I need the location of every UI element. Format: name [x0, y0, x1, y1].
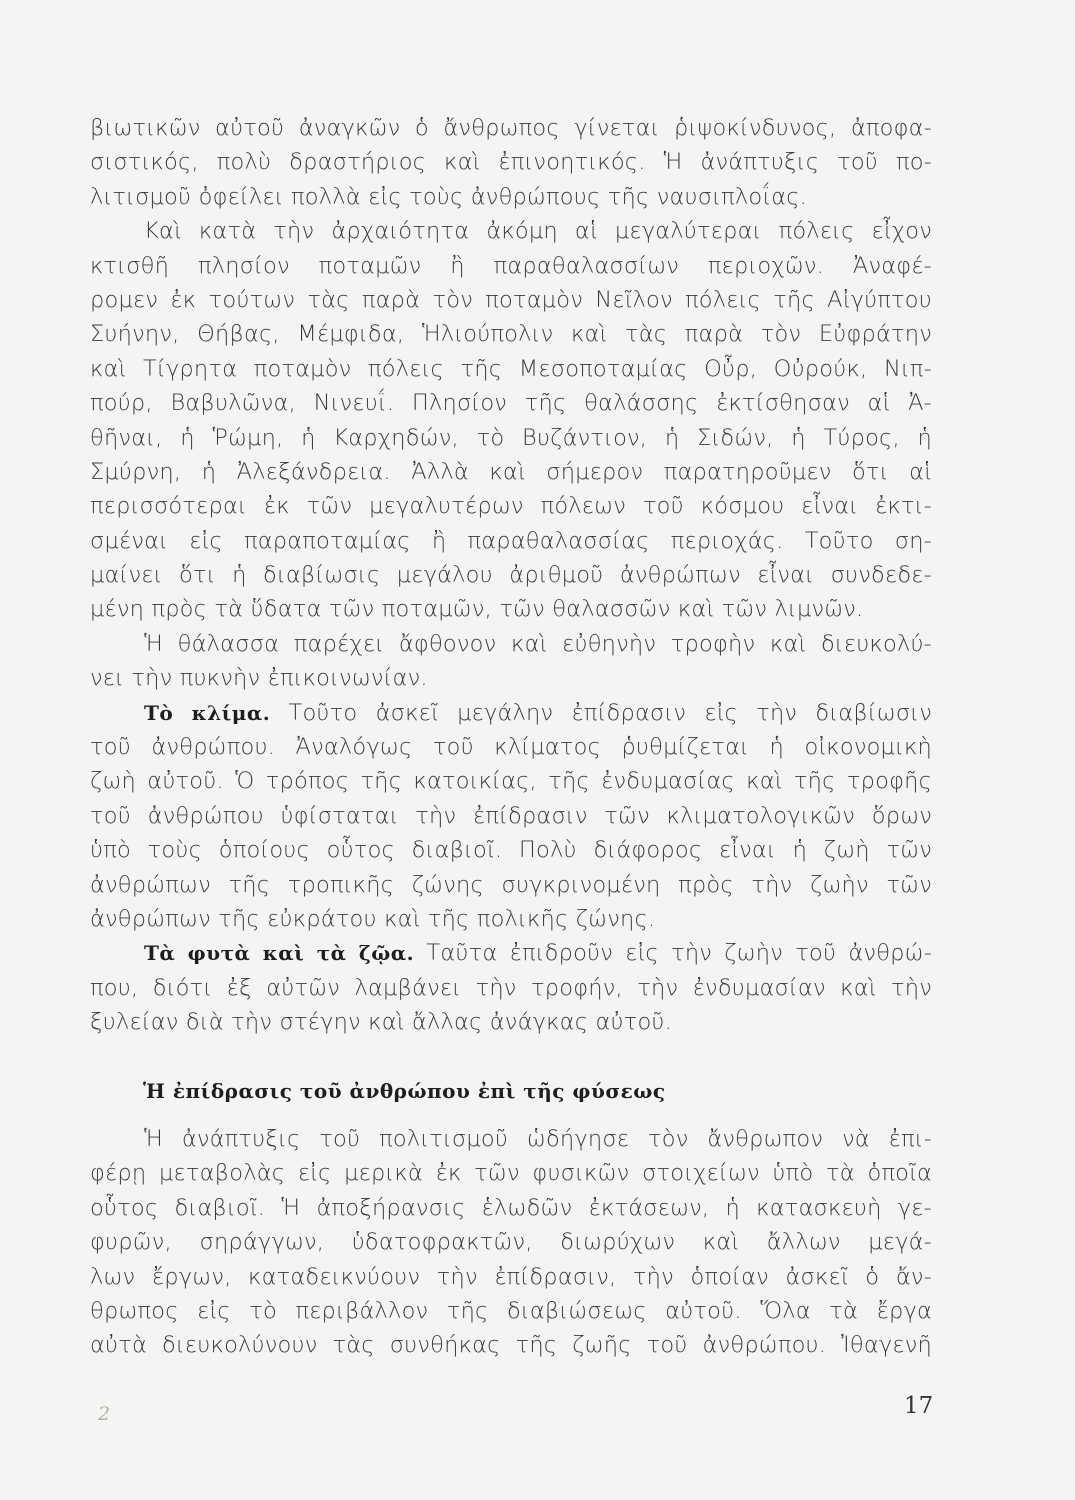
text-line: νει τὴν πυκνὴν ἐπικοινωνίαν. — [90, 665, 428, 692]
text-line: μένη πρὸς τὰ ὕδατα τῶν ποταμῶν, τῶν θαλασσῶν καὶ τῶν λιμνῶν. — [90, 596, 864, 623]
paragraph-lead-plants-animals: Τὰ φυτὰ καὶ τὰ ζῷα. — [144, 941, 415, 966]
text-line: τοῦ ἀνθρώπου. Ἀναλόγως τοῦ κλίματος ῥυθμίζεται ἡ οἰκονομικὴ — [90, 734, 932, 761]
text-line: Συήνην, Θήβας, Μέμφιδα, Ἡλιούπολιν καὶ τὰς παρὰ τὸν Εὐφράτην — [90, 321, 932, 348]
text-line: Σμύρνη, ἡ Ἀλεξάνδρεια. Ἀλλὰ καὶ σήμερον παρατηροῦμεν ὅτι αἱ — [90, 458, 932, 485]
text-line: φέρῃ μεταβολὰς εἰς μερικὰ ἐκ τῶν φυσικῶν στοιχείων ὑπὸ τὰ ὁποῖα — [90, 1160, 932, 1187]
signature-mark: 2 — [98, 1403, 111, 1425]
text-line: λων ἔργων, καταδεικνύουν τὴν ἐπίδρασιν, τὴν ὁποίαν ἀσκεῖ ὁ ἄν- — [90, 1263, 932, 1290]
text-line: οὗτος διαβιοῖ. Ἡ ἀποξήρανσις ἑλωδῶν ἐκτάσεων, ἡ κατασκευὴ γε- — [90, 1194, 932, 1221]
text-line: Ἡ θάλασσα παρέχει ἄφθονον καὶ εὐθηνὴν τροφὴν καὶ διευκολύ- — [144, 630, 932, 657]
text-line: θῆναι, ἡ Ῥώμη, ἡ Καρχηδών, τὸ Βυζάντιον, ἡ Σιδών, ἡ Τύρος, ἡ — [90, 424, 932, 451]
text-line: φυρῶν, σηράγγων, ὑδατοφρακτῶν, διωρύχων καὶ ἄλλων μεγά- — [90, 1229, 932, 1256]
text-line: βιωτικῶν αὐτοῦ ἀναγκῶν ὁ ἄνθρωπος γίνεται ῥιψοκίνδυνος, ἀποφα- — [90, 115, 932, 141]
text-line: περισσότεραι ἐκ τῶν μεγαλυτέρων πόλεων τοῦ κόσμου εἶναι ἐκτι- — [90, 493, 932, 520]
text-line: Καὶ κατὰ τὴν ἀρχαιότητα ἀκόμη αἱ μεγαλύτεραι πόλεις εἶχον — [144, 218, 932, 245]
text-line — [90, 696, 932, 730]
text-line: ξυλείαν διὰ τὴν στέγην καὶ ἄλλας ἀνάγκας αὐτοῦ. — [90, 1009, 672, 1036]
text-line: ἀνθρώπων τῆς εὐκράτου καὶ τῆς πολικῆς ζώνης. — [90, 905, 656, 932]
text-line: πούρ, Βαβυλῶνα, Νινευΐ. Πλησίον τῆς θαλάσσης ἐκτίσθησαν αἱ Ἀ- — [90, 390, 932, 417]
page-number: 17 — [904, 1393, 934, 1419]
text-line: τοῦ ἀνθρώπου ὑφίσταται τὴν ἐπίδρασιν τῶν κλιματολογικῶν ὅρων — [90, 802, 932, 829]
text-line: σμέναι εἰς παραποταμίας ἢ παραθαλασσίας περιοχάς. Τοῦτο ση- — [90, 527, 932, 554]
paragraph-block-human-influence — [90, 1122, 932, 1363]
paragraph-lead-climate: Τὸ κλίμα. — [144, 700, 271, 725]
text-line: θρωπος εἰς τὸ περιβάλλον τῆς διαβιώσεως αὐτοῦ. Ὅλα τὰ ἔργα — [90, 1297, 932, 1324]
text-line: καὶ Τίγρητα ποταμὸν πόλεις τῆς Μεσοποταμίας Οὖρ, Οὐρούκ, Νιπ- — [90, 355, 932, 382]
section-heading: Ἡ ἐπίδρασις τοῦ ἀνθρώπου ἐπὶ τῆς φύσεως — [143, 1079, 666, 1103]
text-line: μαίνει ὅτι ἡ διαβίωσις μεγάλου ἀριθμοῦ ἀνθρώπων εἶναι συνδεδε- — [90, 562, 932, 589]
text-line: σιστικός, πολὺ δραστήριος καὶ ἐπινοητικός. Ἡ ἀνάπτυξις τοῦ πο- — [90, 149, 932, 176]
text-line: αὐτὰ διευκολύνουν τὰς συνθήκας τῆς ζωῆς τοῦ ἀνθρώπου. Ἰθαγενῆ — [90, 1332, 932, 1359]
paragraph-block-navigation — [90, 111, 932, 1040]
text-line: κτισθῆ πλησίον ποταμῶν ἢ παραθαλασσίων περιοχῶν. Ἀναφέ- — [90, 252, 932, 279]
text-fragment: Ταῦτα ἐπιδροῦν εἰς τὴν ζωὴν τοῦ ἀνθρώ- — [426, 940, 933, 967]
text-line — [90, 936, 932, 970]
text-line: που, διότι ἐξ αὐτῶν λαμβάνει τὴν τροφήν, τὴν ἐνδυμασίαν καὶ τὴν — [90, 974, 932, 1001]
text-line: ρομεν ἐκ τούτων τὰς παρὰ τὸν ποταμὸν Νεῖλον πόλεις τῆς Αἰγύπτου — [90, 286, 932, 313]
text-line: ἀνθρώπων τῆς τροπικῆς ζώνης συγκρινομένη πρὸς τὴν ζωὴν τῶν — [90, 871, 932, 898]
text-line: λιτισμοῦ ὀφείλει πολλὰ εἰς τοὺς ἀνθρώπους τῆς ναυσιπλοΐας. — [90, 183, 808, 210]
text-line: ζωὴ αὐτοῦ. Ὁ τρόπος τῆς κατοικίας, τῆς ἐνδυμασίας καὶ τῆς τροφῆς — [90, 768, 932, 795]
text-fragment: Τοῦτο ἀσκεῖ μεγάλην ἐπίδρασιν εἰς τὴν διαβίωσιν — [288, 699, 932, 726]
text-line: Ἡ ἀνάπτυξις τοῦ πολιτισμοῦ ὡδήγησε τὸν ἄνθρωπον νὰ ἐπι- — [144, 1126, 932, 1152]
text-line: ὑπὸ τοὺς ὁποίους οὗτος διαβιοῖ. Πολὺ διάφορος εἶναι ἡ ζωὴ τῶν — [90, 837, 932, 864]
